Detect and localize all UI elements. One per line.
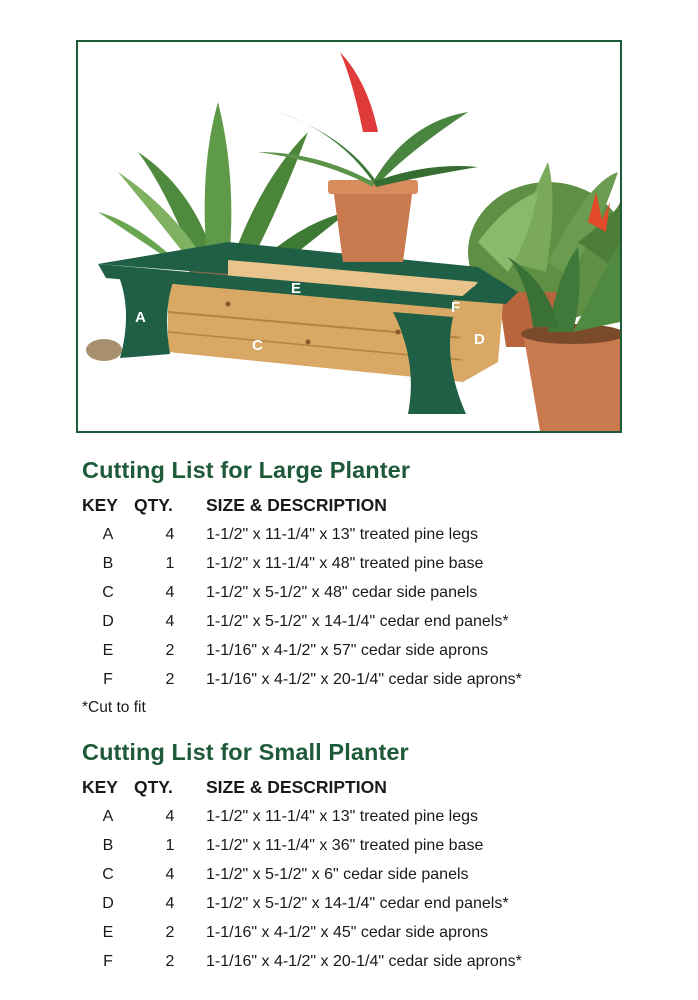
- row-key: A: [102, 808, 114, 825]
- label-d: D: [474, 331, 485, 348]
- table-row: [82, 947, 682, 976]
- table-row: [82, 578, 682, 607]
- row-key: C: [102, 584, 114, 601]
- row-desc: 1-1/2" x 11-1/4" x 13" treated pine legs: [206, 526, 479, 543]
- table-row: [82, 831, 682, 860]
- row-key: D: [102, 895, 114, 912]
- row-qty: 4: [165, 808, 175, 825]
- table-row: [82, 607, 682, 636]
- row-key: D: [102, 613, 114, 630]
- row-key: E: [102, 924, 114, 941]
- row-desc: 1-1/2" x 11-1/4" x 13" treated pine legs: [206, 808, 479, 825]
- row-desc: 1-1/16" x 4-1/2" x 20-1/4" cedar side aprons*: [206, 953, 522, 970]
- large-table-rows: [82, 520, 682, 694]
- row-desc: 1-1/2" x 5-1/2" x 48" cedar side panels: [206, 584, 478, 601]
- table-row: [82, 520, 682, 549]
- planter-box: [98, 242, 518, 414]
- label-c: C: [252, 337, 263, 354]
- row-key: F: [103, 671, 113, 688]
- row-qty: 2: [165, 924, 175, 941]
- table-row: [82, 665, 682, 694]
- row-desc: 1-1/16" x 4-1/2" x 20-1/4" cedar side aprons*: [206, 671, 522, 688]
- row-key: E: [102, 642, 114, 659]
- small-planter-section: [82, 737, 682, 976]
- header-key: KEY: [82, 777, 118, 797]
- row-desc: 1-1/2" x 5-1/2" x 6" cedar side panels: [206, 866, 469, 883]
- large-table-header: [82, 493, 682, 517]
- small-planter-heading: Cutting List for Small Planter: [82, 739, 409, 765]
- table-row: [82, 636, 682, 665]
- row-key: B: [102, 837, 114, 854]
- row-qty: 1: [165, 837, 175, 854]
- row-desc: 1-1/2" x 11-1/4" x 36" treated pine base: [206, 837, 484, 854]
- row-key: F: [103, 953, 113, 970]
- row-desc: 1-1/16" x 4-1/2" x 45" cedar side aprons: [206, 924, 489, 941]
- row-qty: 4: [165, 526, 175, 543]
- row-qty: 2: [165, 642, 175, 659]
- planter-illustration: [78, 42, 620, 431]
- header-qty: QTY.: [134, 495, 173, 515]
- small-table-header: [82, 775, 682, 799]
- label-e: E: [291, 280, 302, 297]
- header-qty: QTY.: [134, 777, 173, 797]
- row-qty: 4: [165, 866, 175, 883]
- row-qty: 4: [165, 613, 175, 630]
- small-table-rows: [82, 802, 682, 976]
- row-qty: 1: [165, 555, 175, 572]
- header-desc: SIZE & DESCRIPTION: [206, 495, 387, 515]
- large-planter-heading: Cutting List for Large Planter: [82, 457, 411, 483]
- table-row: [82, 860, 682, 889]
- row-desc: 1-1/16" x 4-1/2" x 57" cedar side aprons: [206, 642, 489, 659]
- center-pot: [258, 52, 478, 262]
- row-desc: 1-1/2" x 11-1/4" x 48" treated pine base: [206, 555, 484, 572]
- header-desc: SIZE & DESCRIPTION: [206, 777, 387, 797]
- table-row: [82, 918, 682, 947]
- table-row: [82, 889, 682, 918]
- moss-clump: [86, 339, 122, 361]
- large-planter-section: [82, 455, 682, 720]
- label-a: A: [135, 309, 146, 326]
- row-key: B: [102, 555, 114, 572]
- row-desc: 1-1/2" x 5-1/2" x 14-1/4" cedar end panels*: [206, 895, 509, 912]
- planter-photo: [76, 40, 622, 433]
- row-qty: 2: [165, 671, 175, 688]
- table-row: [82, 549, 682, 578]
- row-desc: 1-1/2" x 5-1/2" x 14-1/4" cedar end panels*: [206, 613, 509, 630]
- header-key: KEY: [82, 495, 118, 515]
- row-key: A: [102, 526, 114, 543]
- row-qty: 2: [165, 953, 175, 970]
- row-qty: 4: [165, 584, 175, 601]
- row-qty: 4: [165, 895, 175, 912]
- table-row: [82, 802, 682, 831]
- cut-to-fit-note: *Cut to fit: [82, 699, 146, 716]
- label-f: F: [451, 299, 461, 316]
- row-key: C: [102, 866, 114, 883]
